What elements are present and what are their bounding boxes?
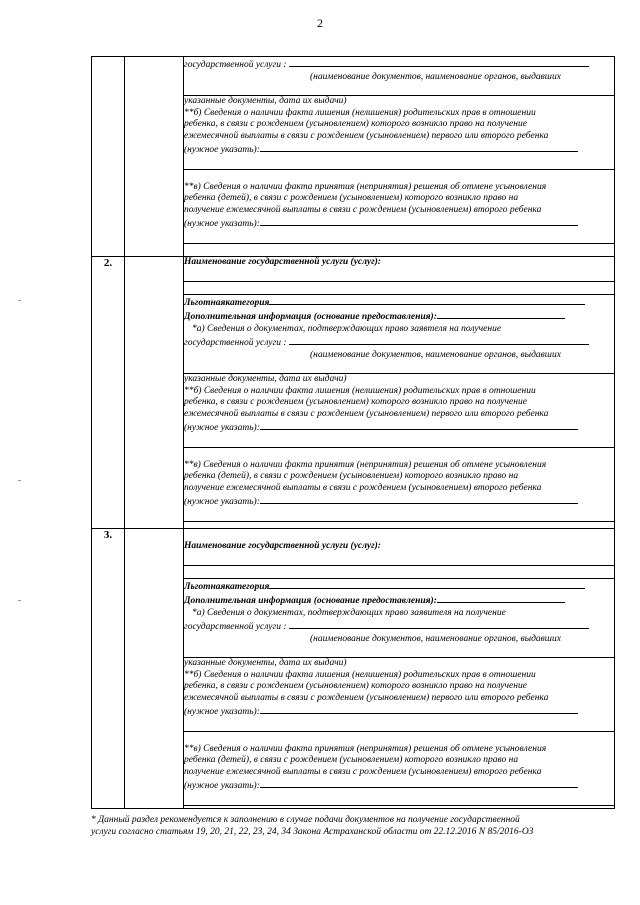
field-a-caption-2: указанные документы, дата их выдачи)	[184, 658, 347, 668]
field-b-label: (нужное указать):	[184, 145, 260, 155]
input-line[interactable]	[289, 335, 589, 345]
field-c-text: **в) Сведения о наличии факта принятия (непринятия) решения об отмене усыновления	[184, 459, 547, 470]
input-line[interactable]	[184, 269, 614, 282]
additional-info-label: Дополнительная информация (основание предоставления):	[184, 596, 437, 606]
input-line[interactable]	[260, 216, 578, 226]
input-line[interactable]	[437, 593, 565, 603]
empty-cell	[125, 529, 184, 809]
margin-mark	[18, 480, 21, 481]
field-a-text: *а) Сведения о документах, подтверждающих право заявтеля на получение	[192, 323, 502, 334]
input-line[interactable]	[184, 282, 614, 295]
input-line[interactable]	[184, 566, 614, 579]
field-a-caption-2: указанные документы, дата их выдачи)	[184, 374, 347, 384]
input-line[interactable]	[184, 231, 614, 244]
input-line[interactable]	[260, 420, 578, 430]
input-line[interactable]	[184, 83, 614, 96]
field-b-text: ребенка, в связи с рождением (усыновлением) которого возникло право на получение	[184, 397, 527, 407]
field-a-caption: (наименование документов, наименование органов, выдавших	[310, 633, 561, 644]
field-c-text: ребенка (детей), в связи с рождением (усыновлением) которого возникло право на	[184, 471, 519, 481]
input-line[interactable]	[184, 553, 614, 566]
input-line[interactable]	[184, 361, 614, 374]
field-b-text: ежемесячной выплаты в связи с рождением (усыновлением) первого или второго ребенка	[184, 130, 549, 141]
field-b-label: (нужное указать):	[184, 423, 260, 433]
field-c-text: получение ежемесячной выплаты в связи с рождением (усыновлением) второго ребенка	[184, 482, 542, 493]
category-label: Льготнаякатегория	[184, 581, 270, 592]
empty-cell	[125, 57, 184, 257]
margin-mark	[18, 300, 21, 301]
row-number: 2.	[92, 257, 125, 529]
field-b-text: **б) Сведения о наличии факта лишения (нелишения) родительских прав в отношении	[184, 669, 536, 680]
field-c-text: ребенка (детей), в связи с рождением (усыновлением) которого возникло право на	[184, 193, 519, 203]
service-name-label: Наименование государственной услуги (услуг):	[184, 257, 381, 267]
empty-cell	[125, 257, 184, 529]
table-row	[92, 57, 615, 257]
footnote-line: * Данный раздел рекомендуется к заполнению в случае подачи документов на получение государственной	[91, 815, 520, 825]
field-c-text: получение ежемесячной выплаты в связи с рождением (усыновлением) второго ребенка	[184, 204, 542, 215]
input-line[interactable]	[184, 645, 614, 658]
field-b-text: ребенка, в связи с рождением (усыновлением) которого возникло право на получение	[184, 681, 527, 691]
input-line[interactable]	[289, 619, 589, 629]
field-a-caption: (наименование документов, наименование органов, выдавших	[310, 349, 561, 360]
input-line[interactable]	[269, 579, 585, 589]
field-b-text: ежемесячной выплаты в связи с рождением (усыновлением) первого или второго ребенка	[184, 692, 549, 703]
input-line[interactable]	[260, 704, 578, 714]
input-line[interactable]	[260, 142, 578, 152]
field-c-text: **в) Сведения о наличии факта принятия (непринятия) решения об отмене усыновления	[184, 181, 547, 192]
field-c-text: получение ежемесячной выплаты в связи с рождением (усыновлением) второго ребенка	[184, 766, 542, 777]
field-b-text: ежемесячной выплаты в связи с рождением (усыновлением) первого или второго ребенка	[184, 408, 549, 419]
row-number: 3.	[92, 529, 125, 809]
field-a-service: государственной услуги :	[184, 57, 614, 72]
additional-info-label: Дополнительная информация (основание предоставления):	[184, 312, 437, 322]
field-c-label: (нужное указать):	[184, 497, 260, 507]
row-content	[184, 257, 615, 529]
input-line[interactable]	[437, 309, 565, 319]
input-line[interactable]	[184, 435, 614, 448]
input-line[interactable]	[269, 295, 585, 305]
category-label: Льготнаякатегория	[184, 297, 270, 308]
input-line[interactable]	[260, 494, 578, 504]
field-b-text: **б) Сведения о наличии факта лишения (нелишения) родительских прав в отношении	[184, 107, 536, 118]
row-content	[184, 57, 615, 257]
row-number	[92, 57, 125, 257]
table-row	[92, 257, 615, 529]
field-b-text: ребенка, в связи с рождением (усыновлением) которого возникло право на получение	[184, 119, 527, 129]
field-c-text: **в) Сведения о наличии факта принятия (непринятия) решения об отмене усыновления	[184, 743, 547, 754]
input-line[interactable]	[184, 509, 614, 522]
footnote	[91, 815, 618, 838]
field-a-caption-2: указанные документы, дата их выдачи)	[184, 96, 347, 106]
input-line[interactable]	[184, 157, 614, 170]
applicant-form-table	[91, 56, 615, 809]
input-line[interactable]	[289, 57, 589, 67]
table-row	[92, 529, 615, 809]
field-c-label: (нужное указать):	[184, 781, 260, 791]
footnote-line: услуги согласно статьям 19, 20, 21, 22, 23, 24, 34 Закона Астраханской области от 22.12.2016 N 85/2016-ОЗ	[91, 826, 534, 837]
margin-mark	[18, 600, 21, 601]
field-b-text: **б) Сведения о наличии факта лишения (нелишения) родительских прав в отношении	[184, 385, 536, 396]
field-c-text: ребенка (детей), в связи с рождением (усыновлением) которого возникло право на	[184, 755, 519, 765]
field-a-label: государственной услуги :	[184, 338, 287, 348]
input-line[interactable]	[260, 778, 578, 788]
input-line[interactable]	[184, 719, 614, 732]
field-c-label: (нужное указать):	[184, 219, 260, 229]
row-content	[184, 529, 615, 809]
field-a-label: государственной услуги :	[184, 622, 287, 632]
field-b-label: (нужное указать):	[184, 707, 260, 717]
field-a-caption: (наименование документов, наименование органов, выдавших	[310, 71, 561, 82]
input-line[interactable]	[184, 793, 614, 806]
field-a-text: *а) Сведения о документах, подтверждающих право заявителя на получение	[192, 607, 506, 618]
page-number: 2	[317, 16, 323, 30]
service-name-label: Наименование государственной услуги (услуг):	[184, 541, 381, 551]
